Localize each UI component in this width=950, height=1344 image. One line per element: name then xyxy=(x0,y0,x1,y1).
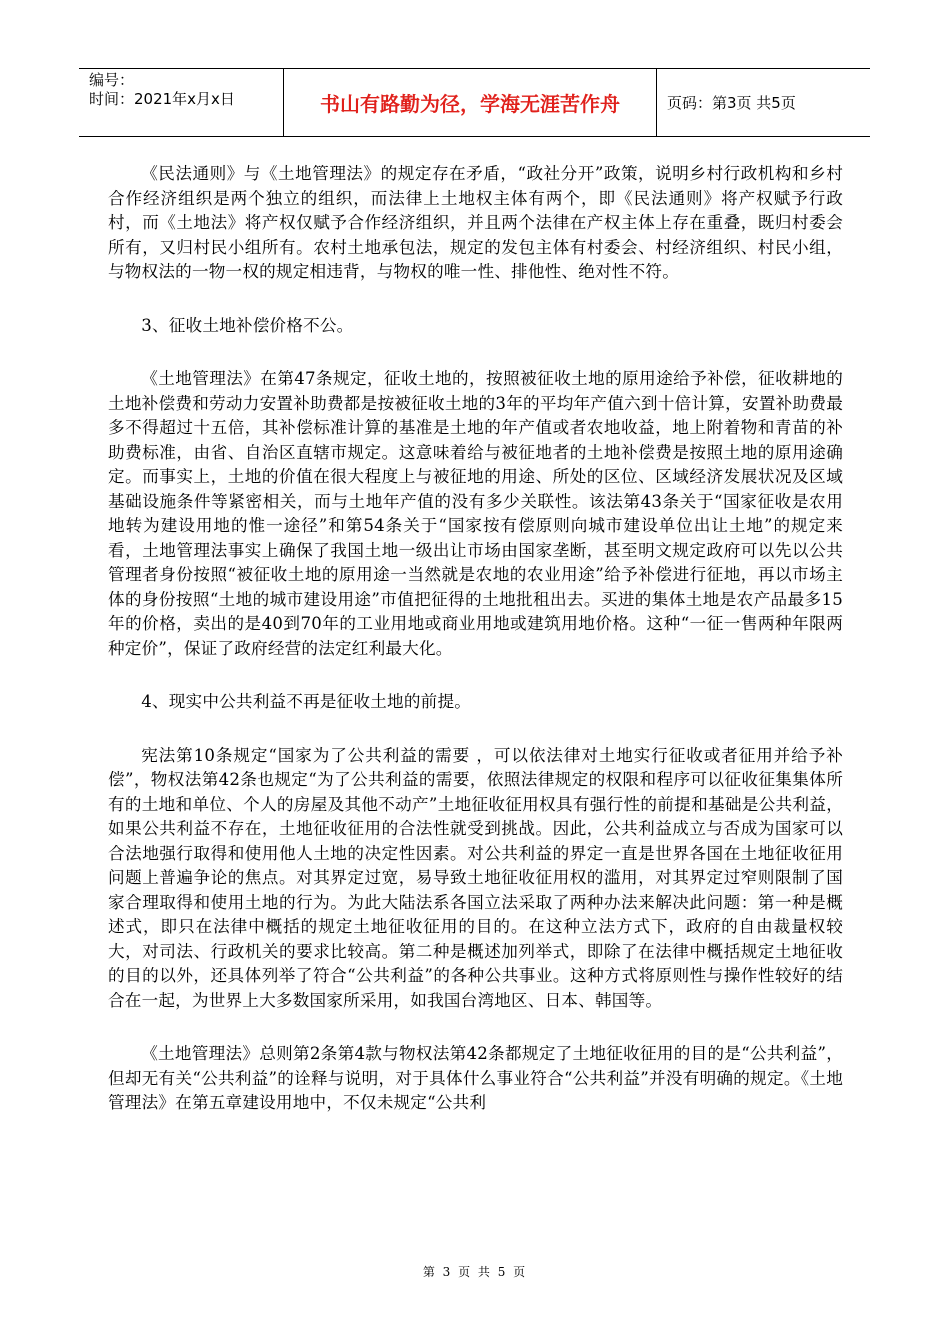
paragraph-compensation: 《土地管理法》在第47条规定，征收土地的，按照被征收土地的原用途给予补偿，征收耕地的土地补偿费和劳动力安置补助费都是按被征收土地的3年的平均年产值六到十倍计算，安置补助费最多不得超过十五倍，其补偿标准计算的基准是土地的年产值或者农地收益，地上附着物和青苗的补助费标准，由省、自治区直辖市规定。这意味着给与被征地者的土地补偿费是按照土地的原用途确定。而事实上，土地的价值在很大程度上与被征地的用途、所处的区位、区域经济发展状况及区域基础设施条件等紧密相关，而与土地年产值的没有多少关联性。该法第43条关于“国家征收是农用地转为建设用地的惟一途径”和第54条关于“国家按有偿原则向城市建设单位出让土地”的规定来看，土地管理法事实上确保了我国土地一级出让市场由国家垄断，甚至明文规定政府可以先以公共管理者身份按照“被征收土地的原用途一当然就是农地的农业用途”给予补偿进行征地，再以市场主体的身份按照“土地的城市建设用途”市值把征得的土地批租出去。买进的集体土地是农产品最多15年的价格，卖出的是40到70年的工业用地或商业用地或建筑用地价格。这种“一征一售两种年限两种定价”，保证了政府经营的法定红利最大化。 xyxy=(108,369,843,658)
section-heading-3: 3、征收土地补偿价格不公。 xyxy=(141,315,354,335)
paragraph-public-interest: 宪法第10条规定“国家为了公共利益的需要 ，可以依法律对土地实行征收或者征用并给予补偿”，物权法第42条也规定“为了公共利益的需要，依照法律规定的权限和程序可以征收征集集体所有的土地和单位、个人的房屋及其他不动产”土地征收征用权具有强行性的前提和基础是公共利益，如果公共利益不存在，土地征收征用的合法性就受到挑战。因此，公共利益成立与否成为国家可以合法地强行取得和使用他人土地的决定性因素。对公共利益的界定一直是世界各国在土地征收征用问题上普遍争论的焦点。对其界定过宽，易导致土地征收征用权的滥用，对其界定过窄则限制了国家合理取得和使用土地的行为。为此大陆法系各国立法采取了两种办法来解决此问题：第一种是概述式，即只在法律中概括的规定土地征收征用的目的。在这种立法方式下，政府的自由裁量权较大，对司法、行政机关的要求比较高。第二种是概述加列举式，即除了在法律中概括规定土地征收的目的以外，还具体列举了符合“公共利益”的各种公共事业。这种方式将原则性与操作性较好的结合在一起，为世界上大多数国家所采用，如我国台湾地区、日本、韩国等。 xyxy=(108,745,843,1010)
paragraph-land-law-purpose: 《土地管理法》总则第2条第4款与物权法第42条都规定了土地征收征用的目的是“公共利益”，但却无有关“公共利益”的诠释与说明，对于具体什么事业符合“公共利益”并没有明确的规定。《土地管理法》在第五章建设用地中，不仅未规定“公共利 xyxy=(108,1044,843,1112)
page-footer: 第 3 页 共 5 页 xyxy=(422,1265,528,1279)
section-heading-4: 4、现实中公共利益不再是征收土地的前提。 xyxy=(141,692,472,711)
header-page-info: 页码：第3页 共5页 xyxy=(667,94,796,112)
header-meta xyxy=(79,69,284,136)
header-motto: 书山有路勤为径，学海无涯苦作舟 xyxy=(284,69,657,136)
document-number-label: 编号： xyxy=(89,71,135,89)
page-header xyxy=(79,68,870,137)
paragraph-legal-conflict: 《民法通则》与《土地管理法》的规定存在矛盾，“政社分开”政策，说明乡村行政机构和乡村合作经济组织是两个独立的组织，而法律上土地权主体有两个，即《民法通则》将产权赋予行政村，而《土地法》将产权仅赋予合作经济组织，并且两个法律在产权主体上存在重叠，既归村委会所有，又归村民小组所有。农村土地承包法，规定的发包主体有村委会、村经济组织、村民小组，与物权法的一物一权的规定相违背，与物权的唯一性、排他性、绝对性不符。 xyxy=(108,164,843,281)
document-body xyxy=(108,162,843,1116)
document-date: 时间：2021年x月x日 xyxy=(89,90,235,108)
